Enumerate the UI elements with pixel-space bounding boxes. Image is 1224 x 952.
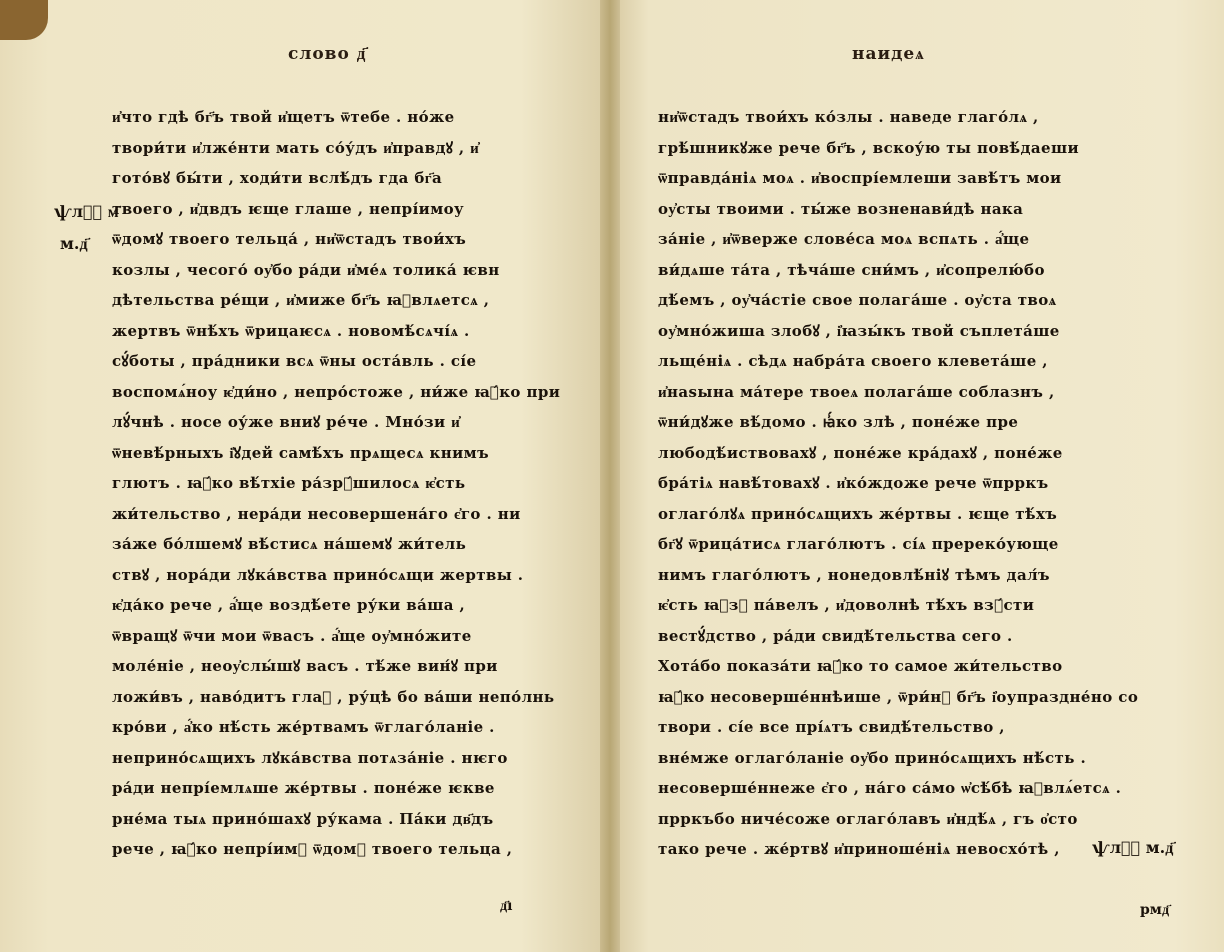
text-line: ѿневѣ́рныхъ і҆ꙋдей самѣ́хъ прѧщесѧ книмъ [112,443,490,462]
text-line: глютъ . ꙗ҆́ко вѣ́тхіе ра́зрꙋ́шилосѧ ѥ҆сть [112,474,466,492]
text-line: грѣ́шникꙋже рече бг҃ъ , вскоу́ю ты повѣ́даеши [658,138,1080,157]
right-running-head: наидеѧ [852,44,925,64]
text-line: нимъ глаго́лютъ , нонедовлѣ́ніꙋ тѣмъ дал́ъ [658,565,1050,584]
text-line: воспомѧ́ноу ѥ҆ди́но , непро́стоже , ни́же ꙗ҆́ко при [112,382,561,401]
text-line: твоего , и҆двдъ ѥще глаше , непрі́имоу [112,199,465,218]
text-line: жи́тельство , нера́ди несовершена́го є҆го . ни [112,504,521,523]
text-line: и҆наѕына ма́тере твоеѧ полага́ше соблазнъ , [658,382,1055,401]
scanner-thumb-edge [0,0,48,40]
text-line: рече , ꙗ҆́ко непрі́имꙋ ѿдомꙋ твоего тельца , [112,840,513,858]
text-line: твори . сі́е все прі́ѧтъ свидѣ́тельство , [658,718,1005,736]
text-line: ви́дѧше та́та , тѣча́ше сни́мъ , и҆сопрелю́бо [658,260,1045,279]
left-text-block [112,102,572,865]
text-line: ложи́въ , наво́дитъ глаⷤ , ру́цѣ бо ва́ши непо́лнь [112,687,555,706]
text-line: дѣтельства ре́щи , и҆миже бг҃ъ ꙗ҆влѧетсѧ , [112,291,490,309]
text-line: оу҆мно́жиша злобꙋ , і҆ꙗзы́къ твой съплета́ше [658,321,1060,340]
text-line: бг҃ꙋ ѿрица́тисѧ глаго́лютъ . сі́ѧ пререко́ующе [658,535,1059,553]
right-margin-note: ѱлⷪ҇ м.д҃ [1092,838,1174,857]
text-line: вне́мже оглаго́ланіе оу҆бо прино́сѧщихъ нѣ́сть . [658,748,1087,767]
text-line: кро́ви , а҆́ко нѣ́сть же́ртвамъ ѿглаго́ланіе . [112,718,495,736]
text-line: ѥ҆сть ꙗ҆зꙋ па́велъ , и҆доволнѣ тѣ́хъ взꙋ́сти [658,596,1035,614]
right-signature-mark: рмд҃ [1140,902,1170,918]
text-line: ствꙋ , нора́ди лꙋка́вства прино́сѧщи жертвы . [112,565,524,584]
text-line: прркъбо ниче́соже оглаго́лавъ и҆ндѣ́ѧ , гъ о҆сто [658,809,1078,828]
text-line: козлы , чесого́ оу҆бо ра́ди и҆ме́ѧ толика́ ѥвн [112,260,500,279]
left-running-head: слово д҃ [288,44,367,64]
text-line: рне́ма тыѧ прино́шахꙋ ру́кама . Па́ки дв҃дъ [112,809,494,828]
text-line: оглаго́лꙋѧ прино́сѧщихъ же́ртвы . ѥще тѣ́хъ [658,504,1058,523]
text-line: ѿдомꙋ твоего тельца́ , ни҆ѿстадъ твои́хъ [112,230,467,248]
text-line: бра́тіѧ навѣ́товахꙋ . и҆ко́ждоже рече ѿпрркъ [658,474,1049,492]
text-line: дѣ́емъ , оу҆ча́стіе свое полага́ше . оу҆ста твоѧ [658,291,1057,309]
text-line: моле́ніе , неоу҆слы́шꙋ васъ . тѣ́же вин́ꙋ при [112,657,498,675]
text-line: несоверше́ннеже є҆го , на́го са́мо ѡ҆сѣ́бѣ ꙗ҆влѧ́етсѧ . [658,779,1122,797]
text-line: неприно́сѧщихъ лꙋка́вства потѧза́ніе . нѥго [112,748,508,767]
text-line: ни҆ѿстадъ твои́хъ ко́злы . наведе глаго́лѧ , [658,108,1039,126]
text-line: льще́ніѧ . сѣдѧ набра́та своего клевета́ше , [658,352,1048,370]
right-text-block [658,102,1178,865]
text-line: жертвъ ѿнѣ́хъ ѿрицаѥсѧ . новомѣ́сѧчі́ѧ . [112,321,470,340]
book-gutter [600,0,620,952]
text-line: оу҆сты твоими . ты́же возненави́дѣ нака [658,199,1024,218]
text-line: сꙋ́боты , пра́дники всѧ ѿны оста́вль . сі́е [112,352,477,370]
text-line: ꙗ҆́ко несоверше́ннѣише , ѿри́нꙋ бг҃ъ і҆оупраздне́но со [658,687,1139,706]
text-line: тако рече . же́ртвꙋ и҆приноше́ніѧ невосхо́тѣ , [658,840,1060,858]
text-line: вестꙋ́дство , ра́ди свидѣ́тельства сего . [658,626,1013,645]
left-margin-note: ѱлⷪ҇ м҃ [54,202,119,221]
text-line: ѥ҆да́ко рече , а҆́ще воздѣ́ете ру́ки ва́ша , [112,596,466,614]
left-signature-mark: д҃ı [500,898,513,914]
text-line: ѿвращꙋ ѿчи мои ѿвасъ . а҆́ще оу҆мно́жите [112,626,472,645]
text-line: гото́вꙋ бы́ти , ходи́ти вслѣ́дъ гда бг҃а [112,169,443,187]
text-line: любодѣ́иствовахꙋ , поне́же кра́дахꙋ , поне́же [658,443,1063,462]
text-line: лꙋ́чнѣ . носе оу́же вниꙋ ре́че . Мно́зи и҆ [112,413,461,431]
text-line: ѿправда́ніѧ моѧ . и҆воспрі́емлеши завѣ́тъ мои [658,169,1062,187]
text-line: за́же бо́лшемꙋ вѣ́стисѧ на́шемꙋ жи́тель [112,535,467,553]
text-line: за́ніе , и҆ѿверже слове́са моѧ вспѧть . а҆́ще [658,230,1030,248]
left-margin-note: м.д҃ [60,234,88,253]
right-page [612,0,1224,952]
text-line: ра́ди непрі́емлѧше же́ртвы . поне́же ѥкве [112,779,495,797]
text-line: твори́ти и҆лже́нти мать со́у́дъ и҆правдꙋ , и҆ [112,138,480,157]
text-line: Хота́бо показа́ти ꙗ҆́ко то самое жи́тельство [658,657,1063,675]
text-line: и҆что гдѣ бг҃ъ твой и҆щетъ ѿтебе . но́же [112,108,455,126]
text-line: ѿни́дꙋже вѣ́домо . ꙗ҆́ко злѣ , поне́же пре [658,413,1019,431]
